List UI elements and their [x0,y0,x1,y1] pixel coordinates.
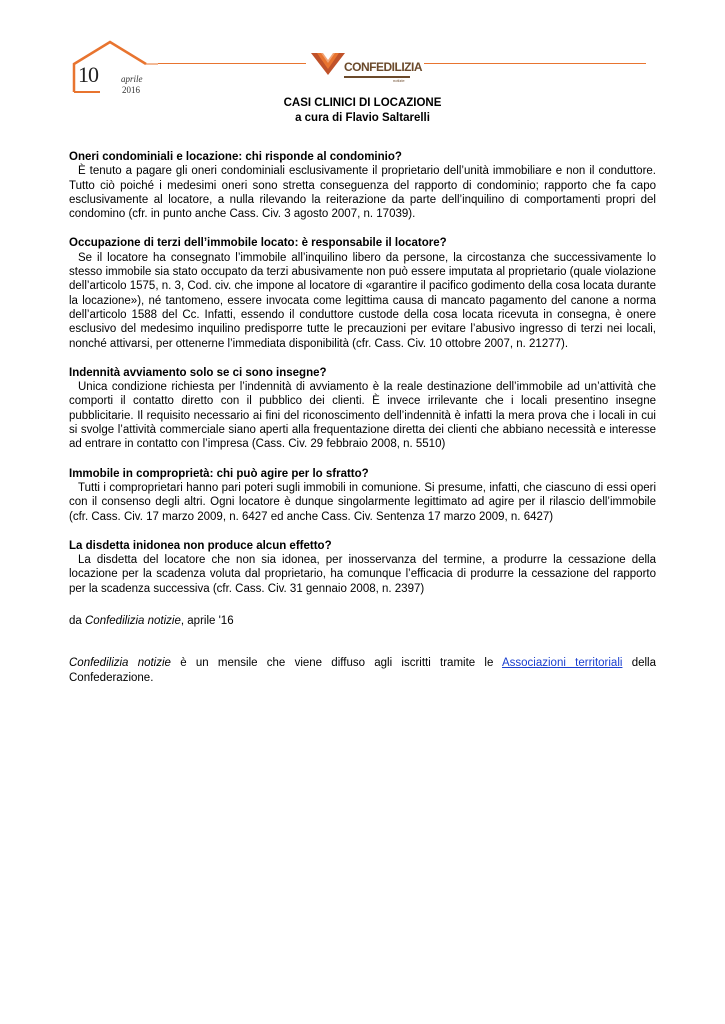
section-heading: Indennità avviamento solo se ci sono insegne? [69,366,327,379]
confedilizia-logo-icon [311,49,345,77]
section-heading: Oneri condominiali e locazione: chi risponde al condominio? [69,151,402,163]
section-body: Tutti i comproprietari hanno pari poteri sugli immobili in comunione. Si presume, infatti, che ciascuno di essi operi con il consenso degli altri. Ogni locatore è dunque singolarmente legittimato ad agire per il rilascio dell’immobile (cfr. Cass. Civ. 17 marzo 2009, n. 6427 ed anche Cass. Civ. Sentenza 17 marzo 2009, n. 6427) [69,481,656,523]
section-occupazione-terzi [69,236,656,350]
article-content [69,150,656,685]
source-prefix: da [69,615,85,628]
section-body: Unica condizione richiesta per l’indennità di avviamento è la reale destinazione dell’immobile ad un’attività che comporti il contatto diretto con il pubblico dei clienti. È invece irrilevante che i locali presentino insegne pubblicitarie. Il requisito necessario ai fini del riconoscimento dell’indennità è infatti la mera prova che i locali in cui si svolge l’attività commerciale siano aperti alla frequentazione diretta dei clienti che abbiano necessità e interesse ad entrare in contatto con l’impresa (Cass. Civ. 29 febbraio 2008, n. 5510) [69,381,656,451]
header-rule-right [424,63,646,64]
section-heading: Occupazione di terzi dell’immobile locato: è responsabile il locatore? [69,237,447,250]
footer-note [69,656,656,685]
page-number: 10 [78,62,98,87]
section-body: Se il locatore ha consegnato l’immobile all’inquilino libero da persone, la circostanza che successivamente lo stesso immobile sia stato occupato da terzi abusivamente non può essere imputata al proprietario (quale violazione dell’articolo 1575, n. 3, Cod. civ. che impone al locatore di «garantire il pacifico godimento della cosa locata durante la locazione»), né tantomeno, essere invocata come legittima causa di mancato pagamento del canone a norma dell’articolo 1588 del Cc. Infatti, essendo il conduttore custode della cosa locata ricevuta in consegna, è onere esclusivo del medesimo inquilino predisporre tutte le precauzioni per evitare l’abusivo ingresso di terzi nei locali, nonché attivarsi, per ottenerne l’immediata disponibilità (cfr. Cass. Civ. 10 ottobre 2007, n. 21277). [69,251,656,350]
footer-publication: Confedilizia notizie [69,657,171,670]
footer-text-before: è un mensile che viene diffuso agli iscritti tramite le [170,657,502,670]
source-line [69,614,656,628]
logo-subtitle: notizie [393,78,405,83]
associazioni-territoriali-link[interactable]: Associazioni territoriali [501,657,623,670]
issue-month: aprile [121,74,143,84]
article-title-block [0,96,725,126]
section-disdetta [69,539,656,596]
logo-wordmark: CONFEDILIZIA [344,60,422,74]
page-header [0,0,725,110]
section-oneri-condominiali [69,150,656,221]
issue-year: 2016 [122,85,140,95]
section-body: È tenuto a pagare gli oneri condominiali esclusivamente il proprietario dell’unità immobiliare e non il conduttore. Tutto ciò poiché i medesimi oneri sono stretta conseguenza del rapporto di condominio; rapporto che fa capo esclusivamente al locatore, a nulla rilevando la reiterazione da parte dell’inquilino di comportamenti propri del condomino (cfr. in punto anche Cass. Civ. 3 agosto 2007, n. 17039). [69,165,656,221]
section-indennita-avviamento [69,366,656,452]
source-suffix: , aprile '16 [180,615,234,628]
article-author: a cura di Flavio Saltarelli [295,112,430,124]
section-heading: Immobile in comproprietà: chi può agire per lo sfratto? [69,467,369,480]
section-body: La disdetta del locatore che non sia idonea, per inosservanza del termine, a produrre la cessazione della locazione per la scadenza voluta dal proprietario, ha comunque l’efficacia di produrre la cessazione del rapporto per la scadenza successiva (cfr. Cass. Civ. 31 gennaio 2008, n. 2397) [69,554,656,595]
section-comproprieta [69,467,656,524]
source-publication: Confedilizia notizie [85,615,181,628]
section-heading: La disdetta inidonea non produce alcun effetto? [69,539,332,552]
article-title: CASI CLINICI DI LOCAZIONE [283,97,442,109]
footer-text-after: della Confederazione. [69,657,657,684]
header-rule-left [158,63,306,64]
